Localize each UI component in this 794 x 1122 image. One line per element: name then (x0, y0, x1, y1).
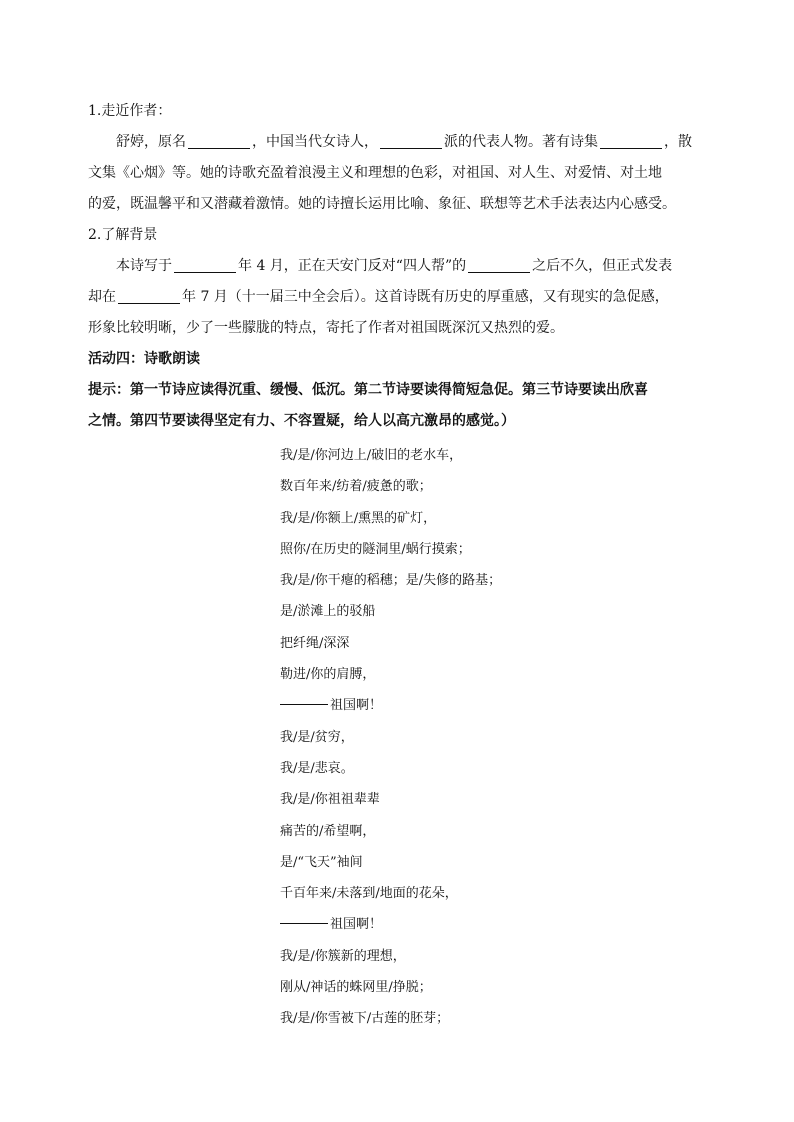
poem-line: 痛苦的/希望啊， (280, 823, 376, 839)
text-segment: 却在 (88, 289, 116, 305)
poem-refrain (280, 909, 501, 940)
author-paragraph-line-2: 文集《心烟》等。她的诗歌充盈着浪漫主义和理想的色彩，对祖国、对人生、对爱情、对土地 (88, 165, 662, 181)
poem-text (280, 440, 501, 1035)
section-heading-author: 1.走近作者： (88, 103, 172, 119)
poem-line: 是/淤滩上的驳船 (280, 604, 376, 620)
fill-blank-published-year[interactable] (118, 287, 180, 304)
background-paragraph-line-3: 形象比较明晰，少了一些朦胧的特点，寄托了作者对祖国既深沉又热烈的爱。 (88, 320, 564, 336)
reading-tip-line-2: 之情。第四节要读得坚定有力、不容置疑，给人以高亢激昂的感觉。） (88, 413, 515, 429)
text-segment: 年 4 月，正在天安门反对“四人帮”的 (238, 258, 467, 274)
text-segment: 年 7 月（十一届三中全会后）。这首诗既有历史的厚重感，又有现实的急促感， (182, 289, 669, 305)
section-heading-background: 2.了解背景 (88, 227, 158, 243)
refrain-text: 祖国啊！ (330, 698, 383, 714)
fill-blank-school[interactable] (380, 132, 442, 149)
poem-line: 刚从/神话的蛛网里/挣脱； (280, 980, 432, 996)
text-segment: ，散 (664, 134, 692, 150)
text-segment: 舒婷，原名 (116, 134, 186, 150)
background-paragraph-line-2 (88, 282, 728, 313)
fill-blank-poetry-collection[interactable] (600, 132, 662, 149)
poem-line: 我/是/你干瘪的稻穗；是/失修的路基； (280, 573, 502, 589)
poem-line: 照你/在历史的隧洞里/蜗行摸索； (280, 541, 471, 557)
poem-line: 把纤绳/深深 (280, 635, 350, 651)
em-dash-rule (280, 704, 328, 705)
activity-heading: 活动四：诗歌朗读 (88, 351, 200, 367)
author-paragraph-line-1 (88, 127, 728, 158)
poem-line: 是/“飞天”袖间 (280, 854, 363, 870)
poem-line: 勒进/你的肩膊， (280, 667, 376, 683)
fill-blank-original-name[interactable] (188, 132, 250, 149)
fill-blank-written-year[interactable] (174, 256, 236, 273)
poem-refrain (280, 690, 501, 721)
author-section (88, 96, 728, 220)
author-paragraph-line-3: 的爱，既温馨平和又潜藏着激情。她的诗擅长运用比喻、象征、联想等艺术手法表达内心感受。 (88, 196, 676, 212)
background-paragraph-line-1 (88, 251, 728, 282)
text-segment: 派的代表人物。著有诗集 (444, 134, 598, 150)
poem-line: 我/是/你雪被下/古莲的胚芽； (280, 1011, 450, 1027)
poem-line: 我/是/悲哀。 (280, 760, 354, 776)
text-segment: 本诗写于 (116, 258, 172, 274)
refrain-text: 祖国啊！ (330, 917, 383, 933)
poem-line: 我/是/你额上/熏黑的矿灯， (280, 510, 437, 526)
text-segment: 之后不久，但正式发表 (532, 258, 673, 274)
background-section (88, 220, 728, 344)
activity-section (88, 344, 728, 437)
poem-line: 我/是/你祖祖辈辈 (280, 792, 380, 808)
poem-line: 我/是/你河边上/破旧的老水车， (280, 448, 463, 463)
poem-line: 我/是/你簇新的理想， (280, 948, 406, 964)
poem-line: 数百年来/纺着/疲惫的歌； (280, 479, 432, 495)
fill-blank-event[interactable] (468, 256, 530, 273)
poem-line: 我/是/贫穷， (280, 729, 354, 745)
poem-line: 千百年来/未落到/地面的花朵， (280, 886, 458, 902)
em-dash-rule (280, 923, 328, 924)
text-segment: ，中国当代女诗人， (252, 134, 378, 150)
reading-tip-line-1: 提示：第一节诗应读得沉重、缓慢、低沉。第二节诗要读得简短急促。第三节诗要读出欣喜 (88, 382, 648, 398)
